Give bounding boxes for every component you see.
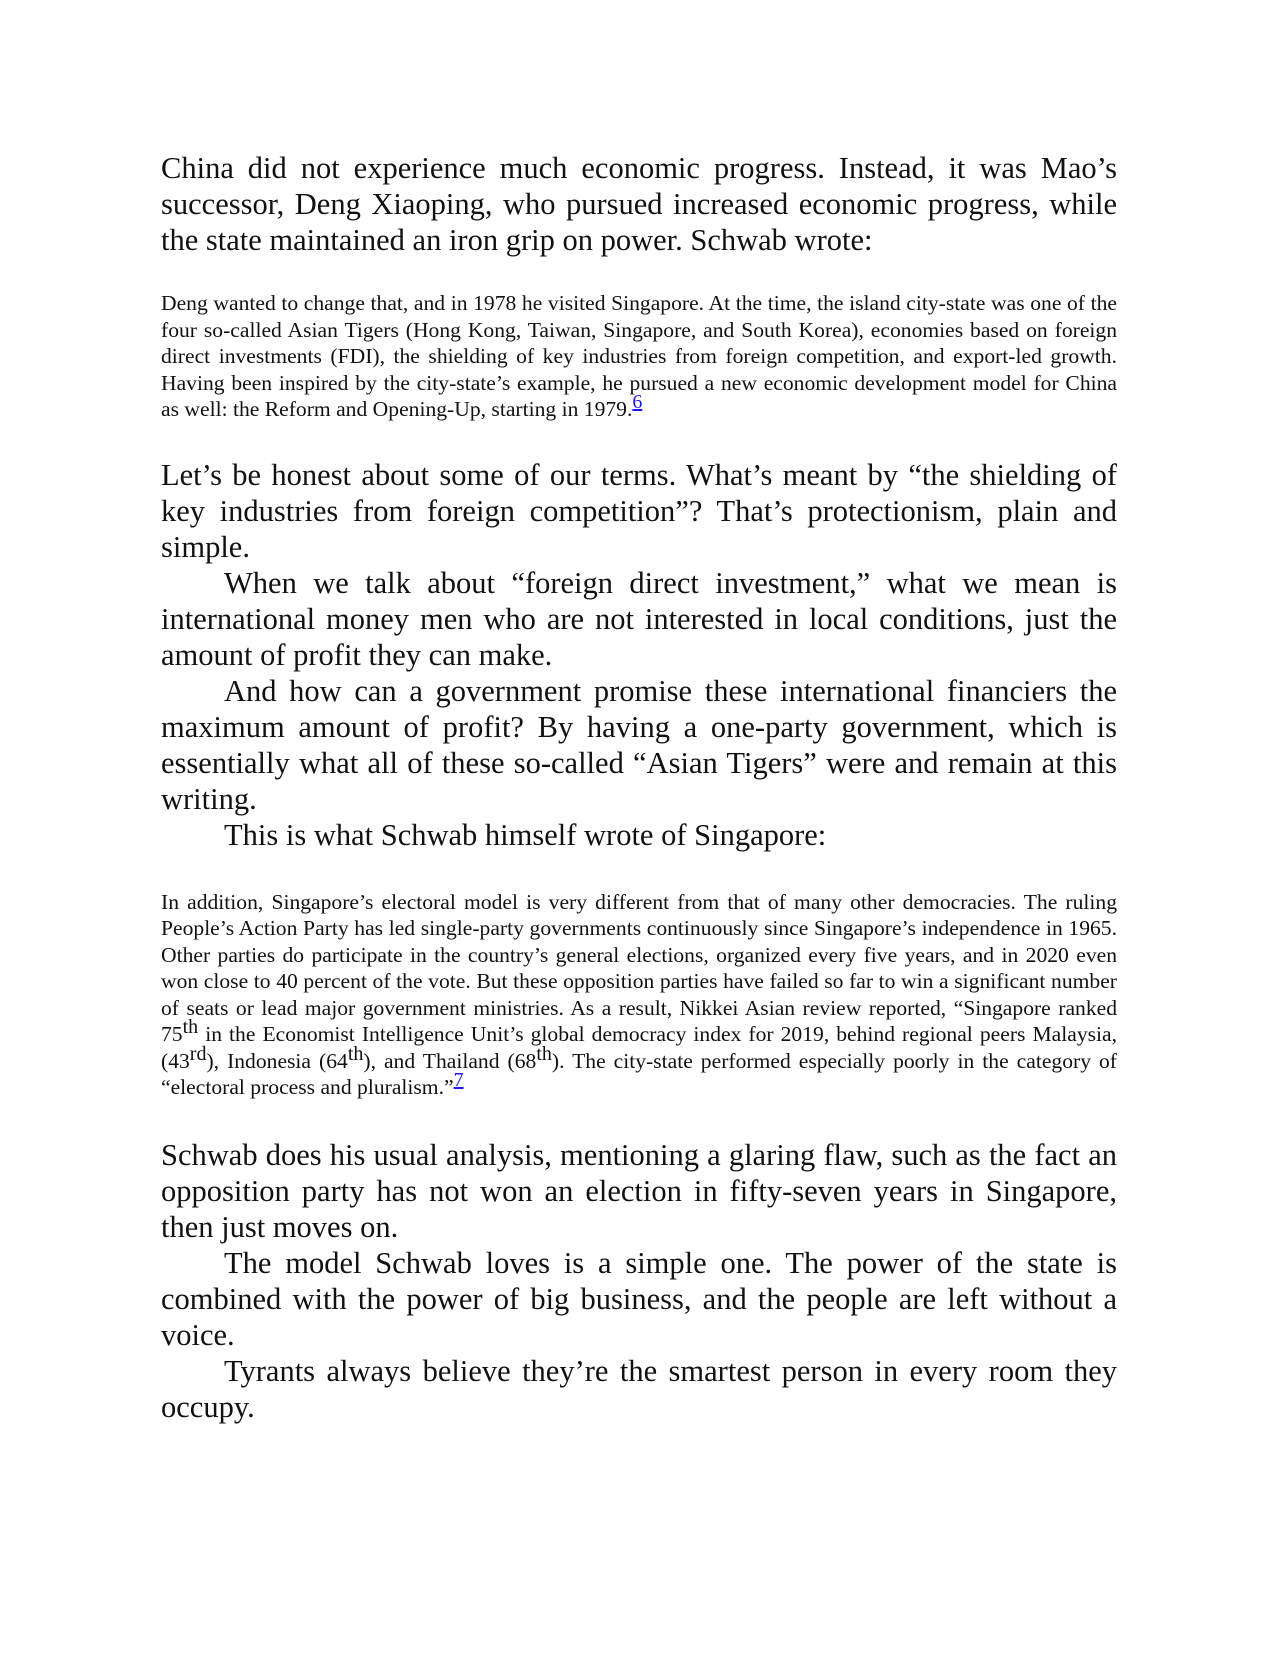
paragraph-schwab-singapore: This is what Schwab himself wrote of Singapore: [224,817,827,852]
quote-text: Deng wanted to change that, and in 1978 he visited Singapore. At the time, the island city-state was one of the four so-called Asian Tigers (Hong Kong, Taiwan, Singapore, and South Korea), economies based on foreign direct investments (FDI), the shielding of key industries from foreign competition, and export-led growth. Having been inspired by the city-state’s example, he pursued a new economic development model for China as well: the Reform and Opening-Up, starting in 1979. [161,291,1117,421]
block-quote-deng [161,290,1117,423]
paragraph-mao-successor: China did not experience much economic progress. Instead, it was Mao’s successor, Deng Xiaoping, who pursued increased economic progress, while the state maintained an iron grip on power. Schwab wrote: [161,151,1117,257]
spacer [161,1101,1117,1137]
footnote-link-6[interactable]: 6 [632,390,643,413]
superscript: th [536,1042,552,1065]
block-quote-singapore [161,889,1117,1101]
quote-text: In addition, Singapore’s electoral model is very different from that of many other democracies. The ruling People’s Action Party has led single-party governments continuously since Singapore’s independence in 1965. Other parties do participate in the country’s general elections, organized every five years, and in 2020 even won close to 40 percent of the vote. But these opposition parties have failed so far to win a significant number of seats or lead major government ministries. As a result, Nikkei Asian review reported, “Singapore ranked 75 [161,889,1117,1046]
quote-text: ). The city-state performed especially poorly in the category of “electoral process and pluralism.” [161,1048,1117,1099]
superscript: th [182,1015,199,1038]
footnote-link-7[interactable]: 7 [453,1068,464,1091]
spacer [161,258,1117,290]
paragraph-fdi: When we talk about “foreign direct investment,” what we mean is international money men who are not interested in local conditions, just the amount of profit they can make. [161,565,1117,672]
quote-text: ), and Thailand (68 [363,1048,537,1073]
paragraph-one-party: And how can a government promise these international financiers the maximum amount of profit? By having a one-party government, which is essentially what all of these so-called “Asian Tigers” were and remain at this writing. [161,673,1117,816]
quote-text: in the Economist Intelligence Unit’s global democracy index for 2019, behind regional peers Malaysia, (43 [161,1022,1117,1073]
spacer [161,853,1117,889]
paragraph-protectionism: Let’s be honest about some of our terms. What’s meant by “the shielding of key industries from foreign competition”? That’s protectionism, plain and simple. [161,457,1117,564]
paragraph-tyrants: Tyrants always believe they’re the smartest person in every room they occupy. [161,1353,1117,1424]
document-page [161,150,1117,1425]
superscript: th [347,1042,364,1065]
paragraph-model: The model Schwab loves is a simple one. The power of the state is combined with the power of big business, and the people are left without a voice. [161,1245,1117,1352]
paragraph-usual-analysis: Schwab does his usual analysis, mentioning a glaring flaw, such as the fact an opposition party has not won an election in fifty-seven years in Singapore, then just moves on. [161,1137,1117,1244]
spacer [161,423,1117,457]
quote-text: ), Indonesia (64 [206,1048,348,1073]
superscript: rd [189,1042,207,1065]
